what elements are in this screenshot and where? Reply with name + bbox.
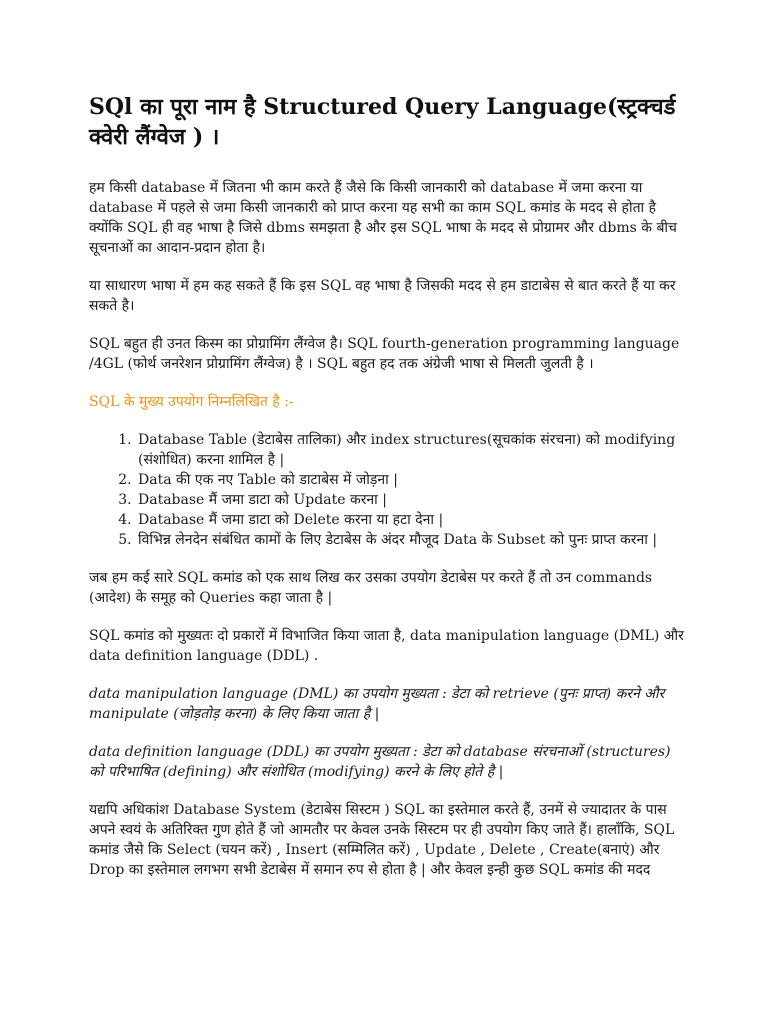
simple-definition-paragraph: या साधारण भाषा में हम कह सकते हैं कि इस SQL वह भाषा है जिसकी मदद से हम डाटाबेस से बात करते हैं या कर सकते है। — [89, 278, 676, 314]
uses-heading: SQL के मुख्य उपयोग निम्नलिखित है :- — [89, 394, 294, 410]
document-page — [89, 92, 689, 898]
list-item: 5. विभिन्न लेनदेन संबंधित कामों के लिए डेटाबेस के अंदर मौजूद Data के Subset को पुनः प्राप्त करना | — [136, 530, 689, 550]
uses-list — [89, 430, 689, 550]
ddl-paragraph: data definition language (DDL) का उपयोग मुख्यता : डेटा को database संरचनाओं (structures) को परिभाषित (defining) और संशोधित (modifying) करने के लिए होते है | — [89, 744, 671, 780]
dml-paragraph: data manipulation language (DML) का उपयोग मुख्यता : डेटा को retrieve (पुनः प्राप्त) करने और manipulate (जोड़तोड़ करना) के लिए किया जाता है | — [89, 686, 665, 722]
list-item: 3. Database मैं जमा डाटा को Update करना | — [136, 490, 689, 510]
list-item: 1. Database Table (डेटाबेस तालिका) और index structures(सूचकांक संरचना) को modifying (संशोधित) करना शामिल है | — [136, 430, 689, 470]
list-item: 4. Database मैं जमा डाटा को Delete करना या हटा देना | — [136, 510, 689, 530]
list-item: 2. Data की एक नए Table को डाटाबेस में जोड़ना | — [136, 470, 689, 490]
sql-generation-paragraph: SQL बहुत ही उनत किस्म का प्रोग्रामिंग लैंग्वेज है। SQL fourth-generation programming language /4GL (फोर्थ जनरेशन प्रोग्रामिंग लैंग्वेज) है । SQL बहुत हद तक अंग्रेजी भाषा से मिलती जुलती है । — [89, 336, 680, 372]
database-systems-paragraph: यद्यपि अधिकांश Database System (डेटाबेस सिस्टम ) SQL का इस्तेमाल करते हैं, उनमें से ज्यादातर के पास अपने स्वयं के अतिरिक्त गुण होते हैं जो आमतौर पर केवल उनके सिस्टम पर ही उपयोग किए जाते हैं। हालाँकि, SQL कमांड जैसे कि Select (चयन करें) , Insert (सम्मिलित करें) , Update , Delete , Create(बनाएं) और Drop का इस्तेमाल लगभग सभी डेटाबेस में समान रुप से होता है | और केवल इन्ही कुछ SQL कमांड की मदद — [89, 802, 675, 878]
command-types-paragraph: SQL कमांड को मुख्यतः दो प्रकारों में विभाजित किया जाता है, data manipulation language (DML) और data definition language (DDL) . — [89, 628, 684, 664]
intro-paragraph: हम किसी database में जितना भी काम करते हैं जैसे कि किसी जानकारी को database में जमा करना या database में पहले से जमा किसी जानकारी को प्राप्त करना यह सभी का काम SQL कमांड के मदद से होता है क्योंकि SQL ही वह भाषा है जिसे dbms समझता है और इस SQL भाषा के मदद से प्रोग्रामर और dbms के बीच सूचनाओं का आदान-प्रदान होता है। — [89, 180, 677, 256]
queries-paragraph: जब हम कई सारे SQL कमांड को एक साथ लिख कर उसका उपयोग डेटाबेस पर करते हैं तो उन commands (आदेश) के समूह को Queries कहा जाता है | — [89, 570, 653, 606]
page-title: SQl का पूरा नाम है Structured Query Language(स्ट्रक्चर्ड क्वेरी लैंग्वेज ) । — [89, 94, 676, 150]
